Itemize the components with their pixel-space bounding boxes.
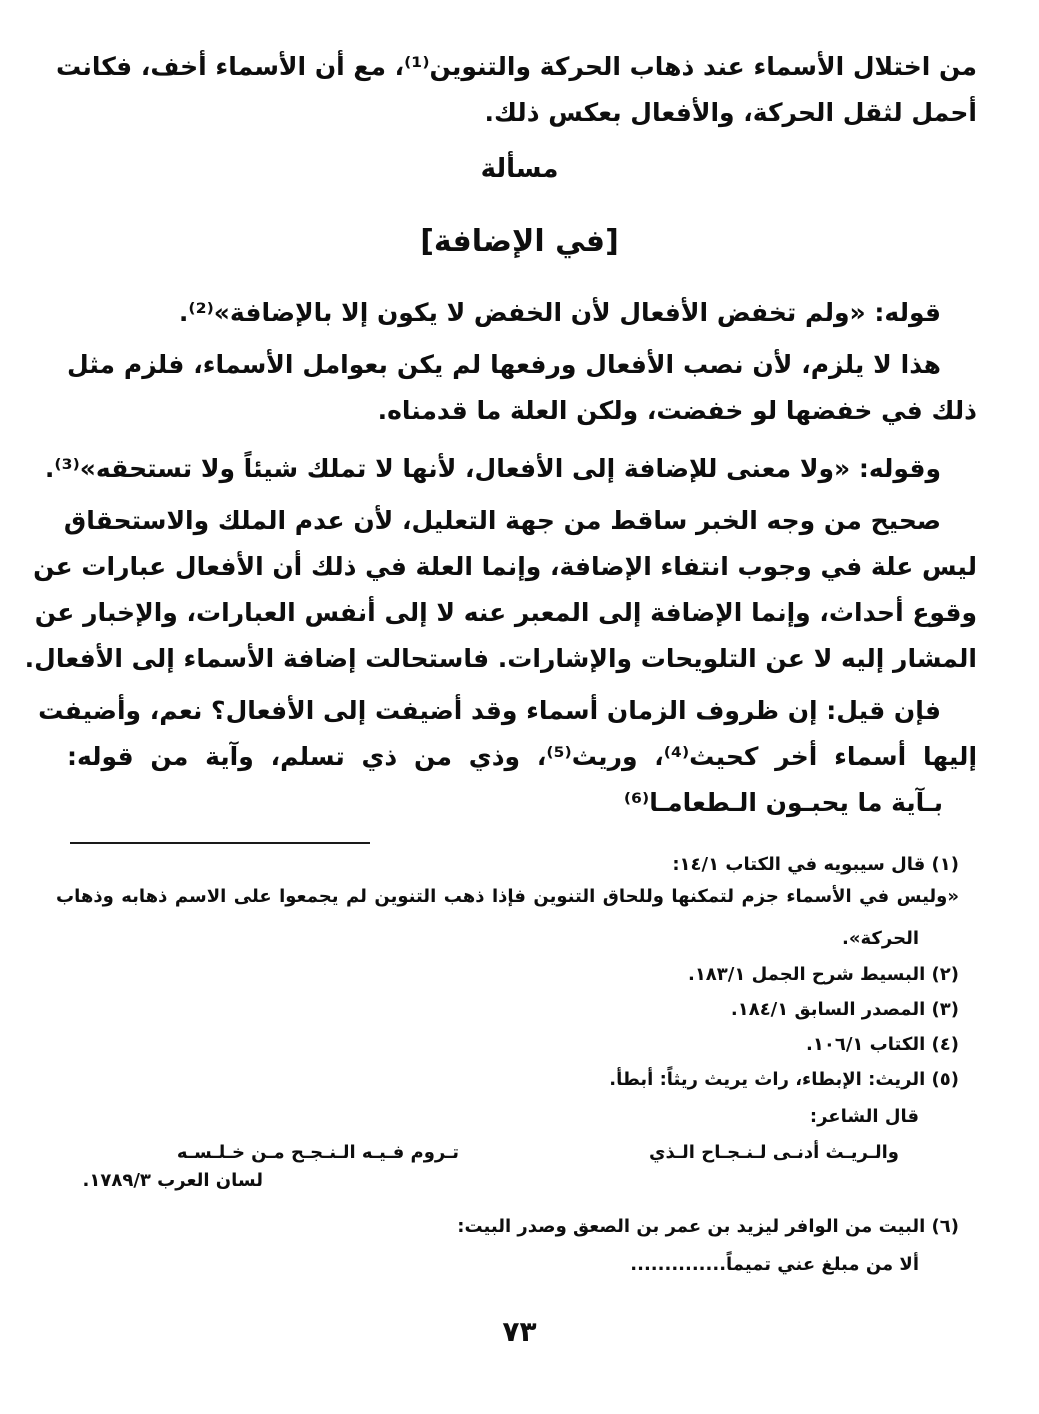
text-line: وقوله: «ولا معنى للإضافة إلى الأفعال، لأنها لا تملك شيئاً ولا تستحقه»⁽³⁾. xyxy=(44,454,941,483)
page-number: ٧٣ xyxy=(502,1315,537,1348)
text-line: صحيح من وجه الخبر ساقط من جهة التعليل، لأن عدم الملك والاستحقاق xyxy=(63,506,941,535)
text-line: المشار إليه لا عن التلويحات والإشارات. فاستحالت إضافة الأسماء إلى الأفعال. xyxy=(24,644,977,673)
intro-paragraph xyxy=(56,44,977,136)
section-title: [في الإضافة] xyxy=(420,224,619,259)
footnote-2: (٢) البسيط شرح الجمل ١٨٣/١. xyxy=(687,964,959,985)
footnote-1-quote-end: الحركة». xyxy=(842,928,919,949)
text-line: فإن قيل: إن ظروف الزمان أسماء وقد أضيفت إلى الأفعال؟ نعم، وأضيفت xyxy=(38,696,941,725)
footnote-1: (١) قال سيبويه في الكتاب ١٤/١: xyxy=(672,854,959,875)
footnote-separator xyxy=(70,842,370,844)
text-line: ذلك في خفضها لو خفضت، ولكن العلة ما قدمناه. xyxy=(377,396,977,425)
footnote-5-poet: قال الشاعر: xyxy=(809,1106,919,1127)
footnote-6-line: ألا من مبلغ عني تميماً.............. xyxy=(630,1254,919,1275)
text-line: أحمل لثقل الحركة، والأفعال بعكس ذلك. xyxy=(484,98,977,127)
verse-quote: بـآية ما يحبـون الـطعامـا⁽⁶⁾ xyxy=(623,788,943,817)
footnote-5-source: لسان العرب ١٧٨٩/٣. xyxy=(82,1170,263,1191)
paragraph-4 xyxy=(24,498,977,682)
section-label: مسألة xyxy=(480,154,559,184)
paragraph-1 xyxy=(67,290,977,336)
footnote-4: (٤) الكتاب ١٠٦/١. xyxy=(806,1034,959,1055)
text-line: هذا لا يلزم، لأن نصب الأفعال ورفعها لم يكن بعوامل الأسماء، فلزم مثل xyxy=(67,350,941,379)
footnote-3: (٣) المصدر السابق ١٨٤/١. xyxy=(730,999,959,1020)
footnote-6: (٦) البيت من الوافر ليزيد بن عمر بن الصعق وصدر البيت: xyxy=(457,1216,959,1237)
text-line: قوله: «ولم تخفض الأفعال لأن الخفض لا يكون إلا بالإضافة»⁽²⁾. xyxy=(178,298,941,327)
footnote-1-quote: «وليس في الأسماء جزم لتمكنها وللحاق التنوين فإذا ذهب التنوين لم يجمعوا على الاسم ذهابه وذهاب xyxy=(56,886,959,907)
text-line: ليس علة في وجوب انتفاء الإضافة، وإنما العلة في ذلك أن الأفعال عبارات عن xyxy=(33,552,977,581)
footnote-5: (٥) الريث: الإبطاء، راث يريث ريثاً: أبطأ. xyxy=(609,1069,959,1090)
text-line: من اختلال الأسماء عند ذهاب الحركة والتنوين⁽¹⁾، مع أن الأسماء أخف، فكانت xyxy=(56,52,977,81)
footnote-5-verse-first-half: والـريـث أدنـى لـنـجـاح الـذي xyxy=(648,1142,899,1163)
paragraph-3 xyxy=(44,446,977,492)
text-line: إليها أسماء أخر كحيث⁽⁴⁾، وريث⁽⁵⁾، وذي من ذي تسلم، وآية من قوله: xyxy=(67,742,978,771)
paragraph-2 xyxy=(67,342,977,434)
footnote-5-verse-second-half: تـروم فـيـه الـنـجـح مـن خـلـسـه xyxy=(176,1142,459,1163)
paragraph-5 xyxy=(38,688,978,826)
text-line: وقوع أحداث، وإنما الإضافة إلى المعبر عنه لا إلى أنفس العبارات، والإخبار عن xyxy=(34,598,977,627)
